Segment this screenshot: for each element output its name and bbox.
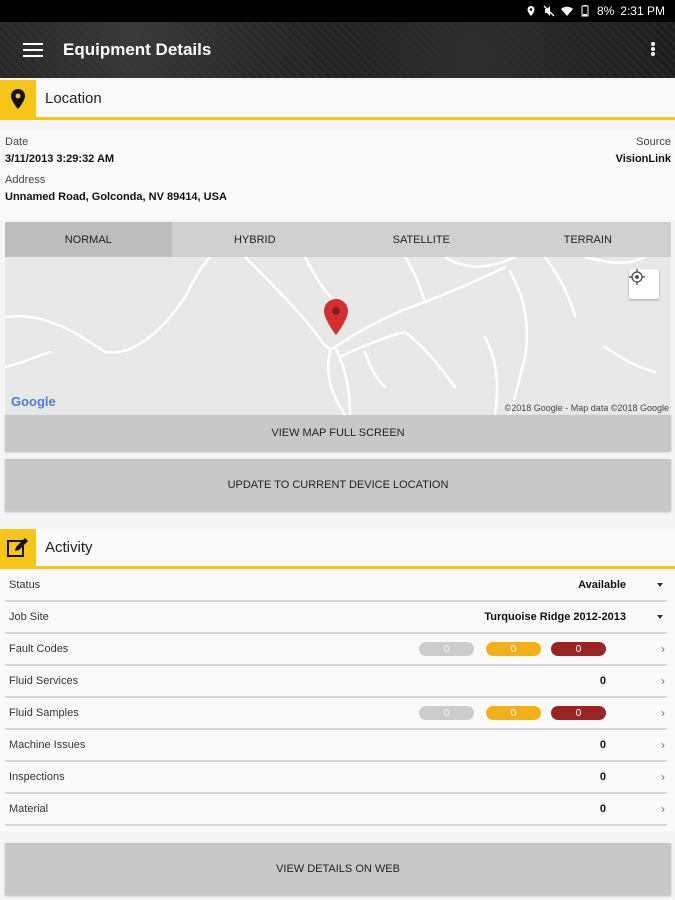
material-value: 0: [599, 803, 606, 815]
fluid-services-label: Fluid Services: [9, 675, 79, 687]
view-details-on-web-button[interactable]: VIEW DETAILS ON WEB: [5, 843, 671, 895]
fluid-samples-medium-count[interactable]: 0: [486, 706, 541, 720]
date-value: 3/11/2013 3:29:32 AM: [5, 153, 115, 165]
tab-terrain[interactable]: TERRAIN: [563, 233, 612, 246]
location-status-icon: [525, 5, 537, 17]
location-info: [0, 130, 675, 220]
google-logo-text: Google: [11, 394, 56, 409]
status-bar: [0, 0, 675, 22]
map-view[interactable]: [5, 257, 671, 415]
map-roads: [5, 257, 671, 415]
fluid-samples-high-count[interactable]: 0: [551, 706, 606, 720]
fluid-samples-row[interactable]: [5, 698, 667, 730]
source-label: Source: [636, 136, 671, 148]
job-site-row[interactable]: [5, 602, 667, 634]
fault-codes-row[interactable]: [5, 634, 667, 666]
machine-issues-label: Machine Issues: [9, 739, 86, 751]
activity-section-title: Activity: [45, 539, 93, 556]
google-logo: [11, 394, 56, 409]
fluid-samples-low-count[interactable]: 0: [419, 706, 474, 720]
status-time: 2:31 PM: [620, 4, 665, 18]
tab-satellite[interactable]: SATELLITE: [392, 233, 450, 246]
fluid-samples-label: Fluid Samples: [9, 707, 79, 719]
tab-normal[interactable]: NORMAL: [5, 222, 172, 257]
view-map-full-screen-button[interactable]: VIEW MAP FULL SCREEN: [5, 415, 671, 451]
chevron-right-icon: ›: [661, 674, 665, 688]
address-label: Address: [5, 174, 46, 186]
inspections-label: Inspections: [9, 771, 65, 783]
mute-icon: [543, 5, 555, 17]
status-label: Status: [9, 579, 41, 591]
inspections-row[interactable]: [5, 762, 667, 794]
map-pin-icon[interactable]: [324, 299, 348, 335]
chevron-right-icon: ›: [661, 802, 665, 816]
dropdown-arrow-icon[interactable]: [657, 615, 663, 619]
chevron-right-icon: ›: [661, 770, 665, 784]
more-options-icon[interactable]: [651, 42, 655, 56]
crosshair-icon: [629, 269, 645, 285]
my-location-button[interactable]: [629, 269, 659, 299]
dropdown-arrow-icon[interactable]: [657, 583, 663, 587]
source-value: VisionLink: [615, 153, 671, 165]
status-row[interactable]: [5, 570, 667, 602]
location-pin-icon: [0, 80, 36, 118]
location-section-title: Location: [45, 90, 102, 107]
chevron-right-icon: ›: [661, 738, 665, 752]
tab-hybrid[interactable]: HYBRID: [233, 233, 276, 246]
page-title: Equipment Details: [63, 40, 212, 59]
fault-codes-label: Fault Codes: [9, 643, 69, 655]
menu-icon[interactable]: [23, 43, 43, 57]
edit-icon: [0, 529, 36, 567]
machine-issues-row[interactable]: [5, 730, 667, 762]
material-label: Material: [9, 803, 49, 815]
wifi-icon: [561, 5, 573, 17]
date-label: Date: [5, 136, 29, 148]
fault-codes-low-count[interactable]: 0: [419, 642, 474, 656]
update-location-button[interactable]: UPDATE TO CURRENT DEVICE LOCATION: [5, 459, 671, 511]
battery-icon: [579, 5, 591, 17]
map-attribution: ©2018 Google - Map data ©2018 Google: [504, 403, 669, 413]
material-row[interactable]: [5, 794, 667, 826]
machine-issues-value: 0: [599, 739, 606, 751]
fluid-services-row[interactable]: [5, 666, 667, 698]
location-section-header: [0, 80, 675, 120]
battery-percent: 8%: [596, 4, 615, 18]
status-value: Available: [578, 579, 626, 591]
address-value: Unnamed Road, Golconda, NV 89414, USA: [5, 191, 227, 203]
job-site-label: Job Site: [9, 611, 49, 623]
map-type-tabs: [5, 222, 671, 257]
job-site-value: Turquoise Ridge 2012-2013: [484, 611, 626, 623]
chevron-right-icon: ›: [661, 642, 665, 656]
chevron-right-icon: ›: [661, 706, 665, 720]
app-bar: [0, 22, 675, 78]
fault-codes-high-count[interactable]: 0: [551, 642, 606, 656]
activity-list: [0, 569, 675, 831]
fluid-services-value: 0: [599, 675, 606, 687]
activity-section-header: [0, 529, 675, 569]
fault-codes-medium-count[interactable]: 0: [486, 642, 541, 656]
inspections-value: 0: [599, 771, 606, 783]
